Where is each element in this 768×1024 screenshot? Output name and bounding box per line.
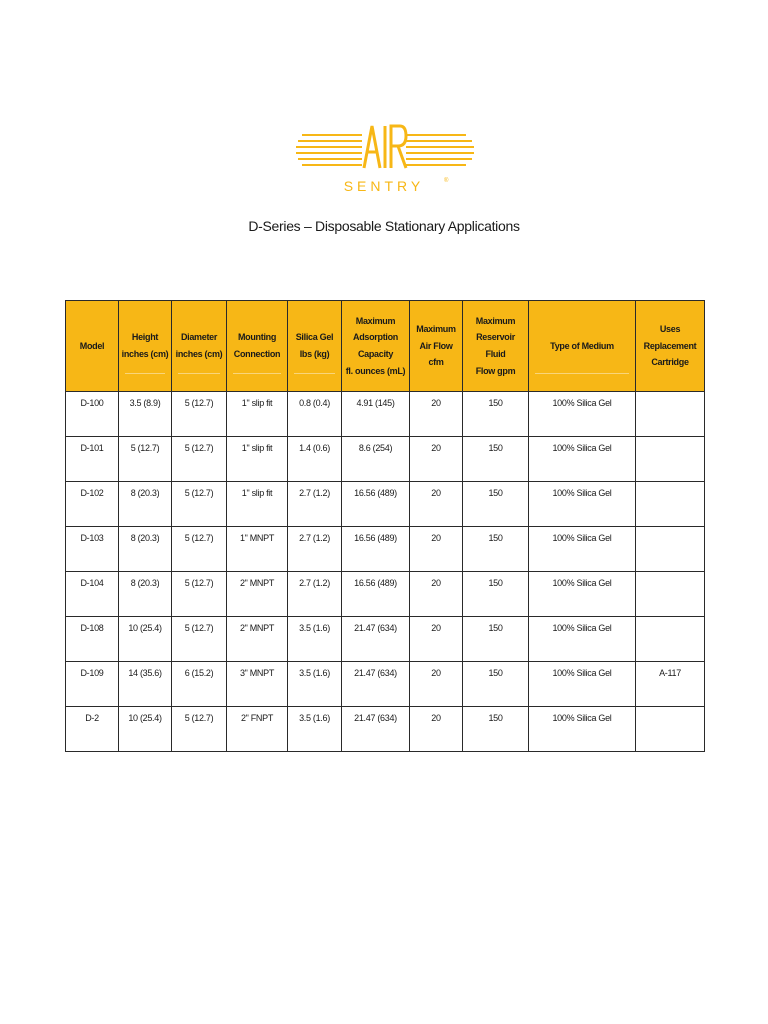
table-cell [636,527,705,572]
table-cell: 6 (15.2) [172,662,227,707]
table-cell: 2.7 (1.2) [288,527,342,572]
column-header: Height inches (cm) [119,301,172,392]
table-row [66,617,705,662]
column-header: Maximum Reservoir Fluid Flow gpm [463,301,529,392]
header-underline [535,373,629,374]
header-row [66,301,705,392]
header-underline [294,373,335,374]
logo-wordmark: SENTRY [343,178,425,194]
table-cell: 20 [410,572,463,617]
table-cell: 150 [463,662,529,707]
table-cell: 5 (12.7) [172,572,227,617]
table-cell: 20 [410,437,463,482]
table-cell: 100% Silica Gel [529,707,636,752]
column-header: Maximum Adsorption Capacity fl. ounces (mL) [342,301,410,392]
table-cell: 100% Silica Gel [529,527,636,572]
table-row [66,707,705,752]
column-header: Silica Gel lbs (kg) [288,301,342,392]
table-cell: 20 [410,707,463,752]
table-cell: 1" slip fit [227,392,288,437]
table-cell: 150 [463,707,529,752]
table-row [66,482,705,527]
table-cell: 100% Silica Gel [529,482,636,527]
table-cell: 150 [463,617,529,662]
column-header: Maximum Air Flow cfm [410,301,463,392]
table-cell: 5 (12.7) [172,707,227,752]
table-cell [636,437,705,482]
table-cell: D-102 [66,482,119,527]
table-cell: 8.6 (254) [342,437,410,482]
table-cell: 3.5 (1.6) [288,662,342,707]
table-cell: 10 (25.4) [119,707,172,752]
table-cell: 20 [410,662,463,707]
table-cell: D-2 [66,707,119,752]
table-cell: 2" MNPT [227,617,288,662]
table-row [66,572,705,617]
table-cell [636,392,705,437]
logo-air-letters [364,126,406,168]
table-cell: 21.47 (634) [342,707,410,752]
table-cell: 14 (35.6) [119,662,172,707]
air-sentry-logo-graphic [294,118,474,202]
table-cell: 5 (12.7) [172,617,227,662]
table-row [66,392,705,437]
table-cell: 8 (20.3) [119,572,172,617]
table-cell [636,572,705,617]
column-header: Diameter inches (cm) [172,301,227,392]
table-cell: D-101 [66,437,119,482]
specs-table [65,300,705,752]
table-cell: 21.47 (634) [342,617,410,662]
table-cell: 1" slip fit [227,482,288,527]
table-header [66,301,705,392]
table-cell [636,707,705,752]
column-header: Mounting Connection [227,301,288,392]
air-sentry-logo [294,118,474,202]
table-cell: D-108 [66,617,119,662]
table-cell: 150 [463,572,529,617]
table-cell: 5 (12.7) [172,392,227,437]
table-cell: 4.91 (145) [342,392,410,437]
column-header: Model [66,301,119,392]
header-underline [178,373,220,374]
table-cell: 100% Silica Gel [529,617,636,662]
registered-mark: ® [444,178,449,184]
table-cell: 16.56 (489) [342,482,410,527]
table-cell: 3.5 (1.6) [288,617,342,662]
table-cell [636,617,705,662]
table-cell: 16.56 (489) [342,527,410,572]
table-cell: 20 [410,482,463,527]
table-cell: 0.8 (0.4) [288,392,342,437]
table-cell: 3.5 (8.9) [119,392,172,437]
table-cell: 2.7 (1.2) [288,572,342,617]
table-body [66,392,705,752]
table-cell: 1" MNPT [227,527,288,572]
table-row [66,662,705,707]
table-cell: 1" slip fit [227,437,288,482]
table-cell: 1.4 (0.6) [288,437,342,482]
table-cell: 21.47 (634) [342,662,410,707]
table-cell: 8 (20.3) [119,527,172,572]
page-title: D-Series – Disposable Stationary Applications [248,218,520,234]
table-cell: D-109 [66,662,119,707]
table-cell: 3.5 (1.6) [288,707,342,752]
column-header: Type of Medium [529,301,636,392]
table-cell: 3" MNPT [227,662,288,707]
table-cell: 16.56 (489) [342,572,410,617]
table-cell: 20 [410,617,463,662]
header-underline [233,373,281,374]
table-cell: D-100 [66,392,119,437]
table-cell: 2.7 (1.2) [288,482,342,527]
table-cell: 5 (12.7) [172,437,227,482]
table-cell: 100% Silica Gel [529,392,636,437]
table-cell: 100% Silica Gel [529,662,636,707]
table-cell: 5 (12.7) [172,482,227,527]
table-cell: 2" MNPT [227,572,288,617]
table-cell: 150 [463,437,529,482]
table-cell: 5 (12.7) [172,527,227,572]
column-header: Uses Replacement Cartridge [636,301,705,392]
table-cell: D-103 [66,527,119,572]
table-cell: 5 (12.7) [119,437,172,482]
table-cell: 150 [463,527,529,572]
table-cell: 150 [463,482,529,527]
header-underline [125,373,165,374]
table-cell: 100% Silica Gel [529,437,636,482]
table-cell [636,482,705,527]
table-cell: 150 [463,392,529,437]
table-cell: 20 [410,527,463,572]
table-cell: D-104 [66,572,119,617]
table-cell: 8 (20.3) [119,482,172,527]
table-row [66,527,705,572]
table-cell: A-117 [636,662,705,707]
table-cell: 10 (25.4) [119,617,172,662]
table-row [66,437,705,482]
table-cell: 100% Silica Gel [529,572,636,617]
table-cell: 20 [410,392,463,437]
table-cell: 2" FNPT [227,707,288,752]
